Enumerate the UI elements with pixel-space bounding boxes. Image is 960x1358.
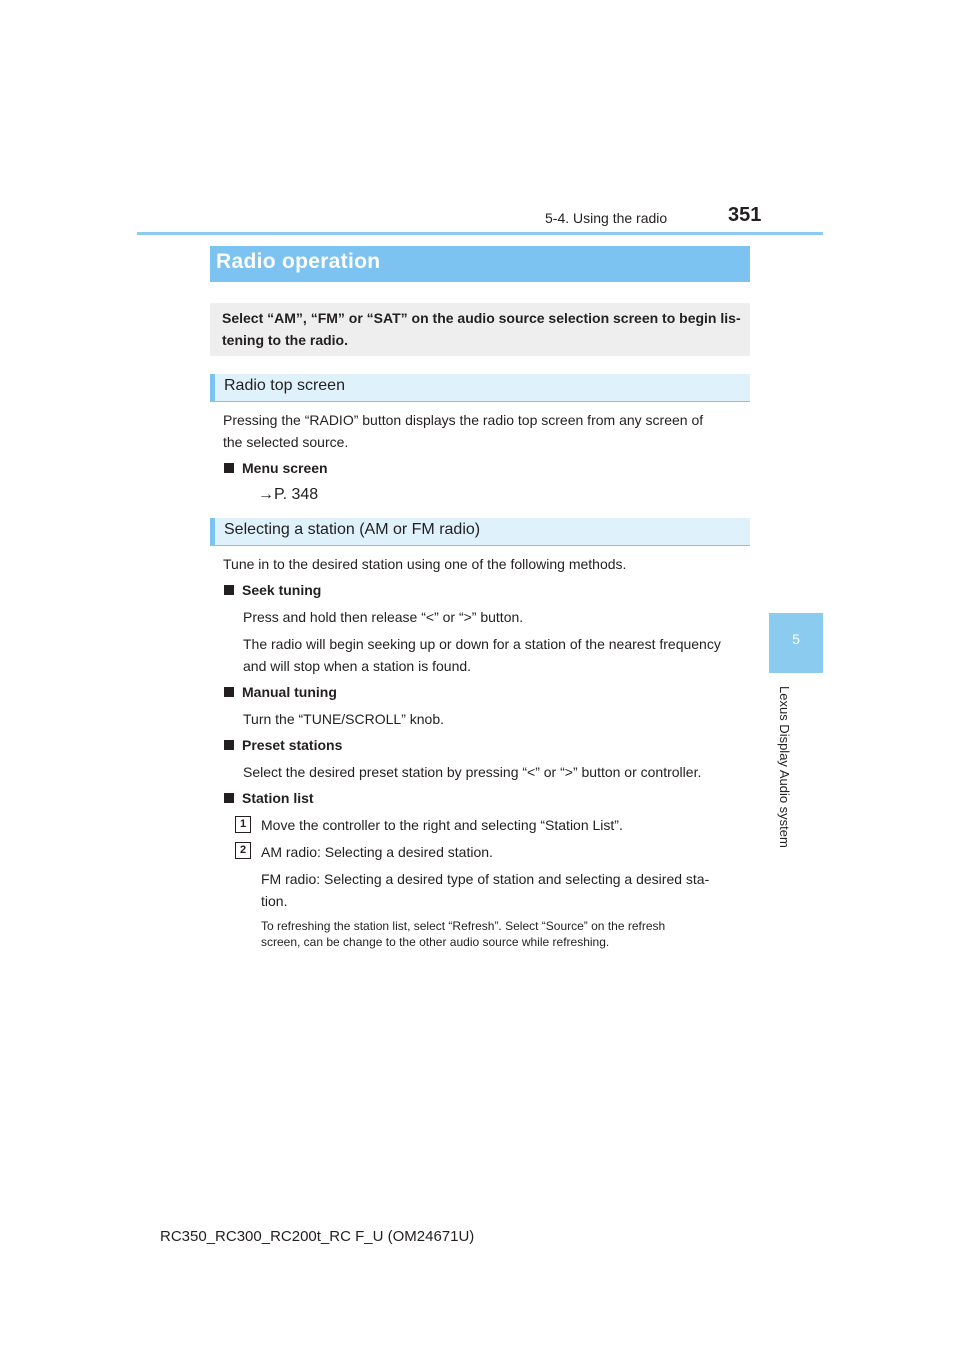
- bullet-label: Menu screen: [242, 460, 328, 476]
- reference-link[interactable]: P. 348: [274, 486, 319, 503]
- bullet-menu-screen: [224, 460, 328, 476]
- manual-line-1: Turn the “TUNE/SCROLL” knob.: [243, 711, 444, 727]
- page-number: 351: [728, 204, 762, 226]
- seek-line-1: Press and hold then release “<” or “>” button.: [243, 609, 524, 625]
- section-header: 5-4. Using the radio: [545, 210, 668, 226]
- refresh-note: [261, 918, 745, 950]
- section-heading-selecting-station: [210, 518, 750, 546]
- step-1-text: Move the controller to the right and selecting “Station List”.: [261, 817, 623, 833]
- description-line-2: the selected source.: [223, 434, 349, 450]
- intro-box: [210, 303, 750, 356]
- bullet-seek-tuning: [224, 582, 321, 598]
- step-2-text: AM radio: Selecting a desired station.: [261, 844, 493, 860]
- note-line-2: screen, can be change to the other audio source while refreshing.: [261, 935, 610, 949]
- note-line-1: To refreshing the station list, select “Refresh”. Select “Source” on the refresh: [261, 919, 666, 933]
- bullet-label: Seek tuning: [242, 582, 322, 598]
- step-2b-text: [261, 868, 745, 912]
- bullet-label: Preset stations: [242, 737, 343, 753]
- page-title: Radio operation: [216, 250, 381, 273]
- section-heading-text: Selecting a station (AM or FM radio): [224, 521, 481, 538]
- step-number-2: 2: [235, 842, 251, 859]
- chapter-tab: [769, 613, 823, 673]
- radio-top-description: [223, 409, 749, 453]
- preset-line-1: Select the desired preset station by pressing “<” or “>” button or controller.: [243, 764, 702, 780]
- intro-line-1: Select “AM”, “FM” or “SAT” on the audio source selection screen to begin lis-: [222, 310, 741, 326]
- intro-text: [222, 307, 744, 351]
- bullet-manual-tuning: [224, 684, 337, 700]
- step-2b-line-1: FM radio: Selecting a desired type of station and selecting a desired sta-: [261, 871, 710, 887]
- chapter-label: Lexus Display Audio system: [777, 686, 792, 848]
- section-heading-text: Radio top screen: [224, 377, 345, 394]
- bullet-square-icon: [224, 585, 234, 595]
- bullet-label: Manual tuning: [242, 684, 337, 700]
- seek-line-2: The radio will begin seeking up or down for a station of the nearest frequency: [243, 636, 721, 652]
- selecting-intro: Tune in to the desired station using one of the following methods.: [223, 556, 627, 572]
- bullet-square-icon: [224, 463, 234, 473]
- header-divider: [137, 232, 823, 235]
- chapter-number: 5: [792, 631, 800, 647]
- step-number-1: 1: [235, 816, 251, 833]
- bullet-label: Station list: [242, 790, 314, 806]
- page-reference: [258, 484, 318, 506]
- section-heading-radio-top: [210, 374, 750, 402]
- bullet-square-icon: [224, 740, 234, 750]
- document-footer: RC350_RC300_RC200t_RC F_U (OM24671U): [160, 1228, 475, 1245]
- bullet-square-icon: [224, 793, 234, 803]
- step-2b-line-2: tion.: [261, 893, 288, 909]
- seek-line-3: and will stop when a station is found.: [243, 658, 472, 674]
- bullet-square-icon: [224, 687, 234, 697]
- page-title-bar: [210, 246, 750, 282]
- description-line-1: Pressing the “RADIO” button displays the radio top screen from any screen of: [223, 412, 704, 428]
- bullet-preset-stations: [224, 737, 342, 753]
- arrow-right-icon: →: [258, 486, 274, 503]
- intro-line-2: tening to the radio.: [222, 332, 348, 348]
- bullet-station-list: [224, 790, 314, 806]
